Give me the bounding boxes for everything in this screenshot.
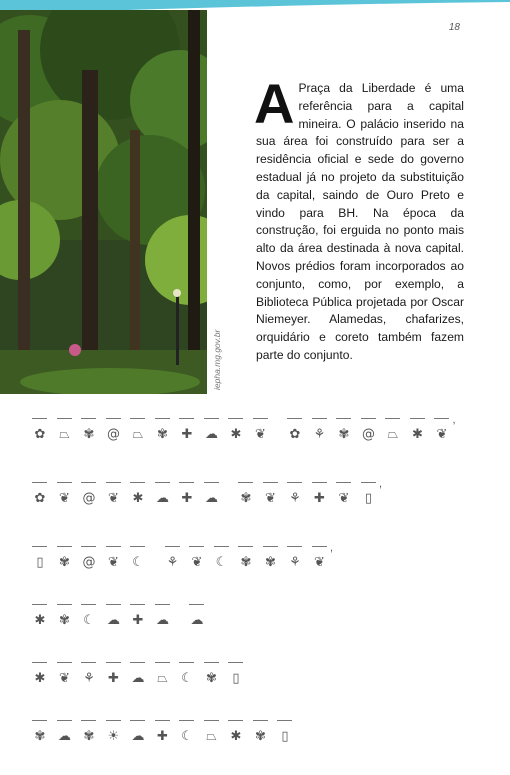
letter-slot[interactable] [202,482,222,508]
punctuation-mark: , [330,542,334,554]
answer-blank[interactable] [228,662,243,663]
letter-slot[interactable] [55,720,75,746]
cipher-symbol-icon: ☁ [131,671,145,686]
cipher-symbol-icon: ☾ [83,613,95,628]
answer-blank[interactable] [179,482,194,483]
cipher-symbol-icon: ❦ [338,491,350,506]
cipher-symbol-icon: ⚘ [313,427,326,442]
letter-slot[interactable] [55,604,75,630]
answer-blank[interactable] [155,662,170,663]
answer-blank[interactable] [204,720,219,721]
answer-blank[interactable] [106,604,121,605]
cipher-symbol-icon: ❦ [255,427,266,442]
letter-slot[interactable] [251,418,271,444]
letter-slot[interactable] [79,604,99,630]
cipher-symbol-icon: ☁ [205,427,218,442]
letter-slot[interactable] [177,418,197,444]
answer-blank[interactable] [81,482,96,483]
answer-blank[interactable] [106,418,121,419]
letter-slot[interactable] [177,662,197,688]
answer-blank[interactable] [385,418,400,419]
letter-slot[interactable] [104,604,124,630]
article-body: Praça da Liberdade é uma referência para a capital mineira. O palácio inserido na sua área foi construído para ser a residência oficial e sede do governo estadual já no projeto da substituição da capital, saindo de Ouro Preto e vindo para BH. Na época da construção, foi erguida no ponto mais alto da área destinada à nova capital. Novos prédios foram incorporados ao conjunto, como, por exemplo, a Biblioteca Pública projetada por Oscar Niemeyer. Alamedas, chafarizes, orquidário e coreto também fazem parte do conjunto. [256,81,464,362]
cipher-symbol-icon: ⏢ [206,729,217,744]
answer-blank[interactable] [263,546,278,547]
letter-slot[interactable] [285,482,305,508]
cipher-symbol-icon: ❦ [265,491,276,506]
answer-blank[interactable] [214,546,229,547]
cipher-symbol-icon: ☾ [181,729,193,744]
cipher-symbol-icon: ⚘ [289,555,301,570]
letter-slot[interactable] [30,720,50,746]
letter-slot[interactable] [310,546,330,572]
answer-blank[interactable] [179,418,194,419]
cipher-symbol-icon: ✾ [206,671,217,686]
letter-slot[interactable] [30,604,50,630]
answer-blank[interactable] [57,482,72,483]
cipher-symbol-icon: ✾ [338,427,350,442]
answer-blank[interactable] [179,662,194,663]
letter-slot[interactable] [202,418,222,444]
letter-slot[interactable] [202,662,222,688]
letter-slot[interactable] [30,662,50,688]
letter-slot[interactable] [202,720,222,746]
letter-slot[interactable] [104,720,124,746]
cipher-symbol-icon: ✾ [255,729,266,744]
answer-blank[interactable] [32,720,47,721]
letter-slot[interactable] [30,482,50,508]
letter-slot[interactable] [153,662,173,688]
answer-blank[interactable] [57,604,72,605]
cipher-symbol-icon: ❦ [108,491,119,506]
answer-blank[interactable] [434,418,449,419]
answer-blank[interactable] [106,546,121,547]
cipher-symbol-icon: ⏢ [132,427,144,442]
cipher-symbol-icon: ✱ [230,427,242,442]
letter-slot[interactable] [79,418,99,444]
answer-blank[interactable] [130,546,145,547]
cipher-symbol-icon: ☾ [181,671,193,686]
letter-slot[interactable] [383,418,403,444]
letter-slot[interactable] [128,546,148,572]
article-text [254,72,464,365]
letter-slot[interactable] [153,418,173,444]
answer-blank[interactable] [130,720,145,721]
cipher-symbol-icon: ❦ [314,555,325,570]
cipher-symbol-icon: ✚ [108,671,119,686]
letter-slot[interactable] [30,418,50,444]
answer-blank[interactable] [228,720,243,721]
cipher-symbol-icon: ✱ [132,491,144,506]
letter-slot[interactable] [163,546,183,572]
answer-blank[interactable] [155,720,170,721]
cipher-symbol-icon: ✾ [240,491,252,506]
cipher-symbol-icon: ▯ [364,491,373,506]
cipher-symbol-icon: ✚ [181,427,193,442]
answer-blank[interactable] [361,418,376,419]
answer-blank[interactable] [410,418,425,419]
cipher-symbol-icon: ⏢ [59,427,70,442]
answer-blank[interactable] [287,418,302,419]
cipher-symbol-icon: ✚ [132,613,144,628]
letter-slot[interactable] [153,482,173,508]
cipher-symbol-icon: ☀ [107,729,120,744]
cipher-symbol-icon: ☁ [58,729,71,744]
letter-slot[interactable] [187,604,207,630]
answer-blank[interactable] [57,546,72,547]
answer-blank[interactable] [189,604,204,605]
answer-blank[interactable] [130,482,145,483]
letter-slot[interactable] [104,546,124,572]
letter-slot[interactable] [226,418,246,444]
letter-slot[interactable] [128,418,148,444]
answer-blank[interactable] [32,418,47,419]
letter-slot[interactable] [128,604,148,630]
answer-blank[interactable] [81,418,96,419]
cipher-symbol-icon: ✱ [230,729,242,744]
cipher-symbol-icon: ☁ [156,613,169,628]
answer-blank[interactable] [32,662,47,663]
letter-slot[interactable] [275,720,295,746]
letter-slot[interactable] [153,720,173,746]
cipher-symbol-icon: ✱ [34,613,46,628]
cipher-symbol-icon: ⚘ [289,491,301,506]
answer-blank[interactable] [81,546,96,547]
letter-slot[interactable] [310,418,330,444]
answer-blank[interactable] [336,418,351,419]
answer-blank[interactable] [253,720,268,721]
answer-blank[interactable] [57,662,72,663]
answer-blank[interactable] [57,720,72,721]
answer-blank[interactable] [32,546,47,547]
punctuation-mark: , [379,478,383,490]
answer-blank[interactable] [287,546,302,547]
cipher-symbol-icon: ▯ [281,729,289,744]
letter-slot[interactable] [334,482,354,508]
cipher-symbol-icon: ❦ [191,555,203,570]
cipher-symbol-icon: ☁ [107,613,120,628]
cipher-symbol-icon: ✾ [34,729,46,744]
letter-slot[interactable] [153,604,173,630]
cipher-symbol-icon: ✾ [240,555,252,570]
answer-blank[interactable] [253,418,268,419]
cipher-symbol-icon: @ [362,427,375,442]
cipher-symbol-icon: ❦ [108,555,119,570]
cipher-symbol-icon: ✱ [34,671,46,686]
letter-slot[interactable] [79,662,99,688]
answer-blank[interactable] [238,546,253,547]
answer-blank[interactable] [204,418,219,419]
cipher-symbol-icon: ✾ [59,613,70,628]
cipher-symbol-icon: ✚ [314,491,325,506]
cipher-symbol-icon: ✿ [34,491,46,506]
cipher-symbol-icon: ✾ [83,427,95,442]
cipher-symbol-icon: ⏢ [387,427,399,442]
cipher-symbol-icon: ❦ [59,671,70,686]
cipher-symbol-icon: ▯ [232,671,240,686]
letter-slot[interactable] [104,482,124,508]
letter-slot[interactable] [104,418,124,444]
answer-blank[interactable] [106,662,121,663]
letter-slot[interactable] [285,418,305,444]
letter-slot[interactable] [408,418,428,444]
answer-blank[interactable] [312,546,327,547]
cipher-symbol-icon: ✾ [83,729,95,744]
cipher-symbol-icon: ⏢ [157,671,168,686]
answer-blank[interactable] [106,482,121,483]
cipher-symbol-icon: ✾ [59,555,70,570]
answer-blank[interactable] [81,604,96,605]
answer-blank[interactable] [130,604,145,605]
cipher-symbol-icon: ☾ [132,555,144,570]
cipher-symbol-icon: ✚ [157,729,168,744]
letter-slot[interactable] [79,482,99,508]
answer-blank[interactable] [155,604,170,605]
answer-blank[interactable] [155,418,170,419]
cipher-symbol-icon: ☁ [131,729,145,744]
cipher-symbol-icon: ☁ [190,613,204,628]
answer-blank[interactable] [336,482,351,483]
cipher-symbol-icon: ✿ [34,427,46,442]
park-photo [0,10,207,394]
cipher-symbol-icon: ⚘ [166,555,179,570]
answer-blank[interactable] [228,418,243,419]
photo-credit: iepha.mg.gov.br [212,329,222,390]
cipher-symbol-icon: ✾ [157,427,168,442]
answer-blank[interactable] [312,482,327,483]
answer-blank[interactable] [277,720,292,721]
answer-blank[interactable] [179,720,194,721]
letter-slot[interactable] [55,482,75,508]
punctuation-mark: , [452,414,456,426]
answer-blank[interactable] [81,662,96,663]
letter-slot[interactable] [359,482,379,508]
answer-blank[interactable] [32,604,47,605]
letter-slot[interactable] [177,720,197,746]
letter-slot[interactable] [187,546,207,572]
answer-blank[interactable] [130,662,145,663]
page-number: 18 [448,22,460,33]
letter-slot[interactable] [104,662,124,688]
answer-blank[interactable] [204,662,219,663]
cipher-symbol-icon: ✿ [289,427,301,442]
cipher-symbol-icon: ▯ [36,555,44,570]
drop-cap: A [254,72,295,135]
cipher-symbol-icon: ❦ [436,427,448,442]
answer-blank[interactable] [81,720,96,721]
letter-slot[interactable] [359,418,379,444]
cipher-symbol-icon: @ [82,555,96,570]
letter-slot[interactable] [261,482,281,508]
letter-slot[interactable] [128,662,148,688]
answer-blank[interactable] [106,720,121,721]
letter-slot[interactable] [236,546,256,572]
answer-blank[interactable] [361,482,376,483]
letter-slot[interactable] [285,546,305,572]
letter-slot[interactable] [212,546,232,572]
cipher-symbol-icon: ⚘ [83,671,95,686]
letter-slot[interactable] [55,662,75,688]
answer-blank[interactable] [204,482,219,483]
letter-slot[interactable] [55,418,75,444]
answer-blank[interactable] [312,418,327,419]
letter-slot[interactable] [79,720,99,746]
answer-blank[interactable] [287,482,302,483]
cipher-symbol-icon: @ [107,427,120,442]
answer-blank[interactable] [130,418,145,419]
letter-slot[interactable] [261,546,281,572]
cipher-symbol-icon: ☾ [215,555,228,570]
letter-slot[interactable] [55,546,75,572]
letter-slot[interactable] [226,662,246,688]
answer-blank[interactable] [155,482,170,483]
cipher-symbol-icon: ❦ [59,491,70,506]
letter-slot[interactable] [226,720,246,746]
cipher-symbol-icon: ☁ [156,491,169,506]
cipher-symbol-icon: @ [82,491,96,506]
answer-blank[interactable] [165,546,180,547]
answer-blank[interactable] [32,482,47,483]
cipher-symbol-icon: ✾ [265,555,276,570]
answer-blank[interactable] [238,482,253,483]
cipher-symbol-icon: ✱ [412,427,423,442]
letter-slot[interactable] [432,418,452,444]
letter-slot[interactable] [128,720,148,746]
cipher-symbol-icon: ✚ [181,491,193,506]
cipher-symbol-icon: ☁ [205,491,218,506]
letter-slot[interactable] [334,418,354,444]
letter-slot[interactable] [79,546,99,572]
letter-slot[interactable] [310,482,330,508]
answer-blank[interactable] [57,418,72,419]
letter-slot[interactable] [128,482,148,508]
answer-blank[interactable] [189,546,204,547]
letter-slot[interactable] [236,482,256,508]
letter-slot[interactable] [30,546,50,572]
answer-blank[interactable] [263,482,278,483]
letter-slot[interactable] [251,720,271,746]
letter-slot[interactable] [177,482,197,508]
